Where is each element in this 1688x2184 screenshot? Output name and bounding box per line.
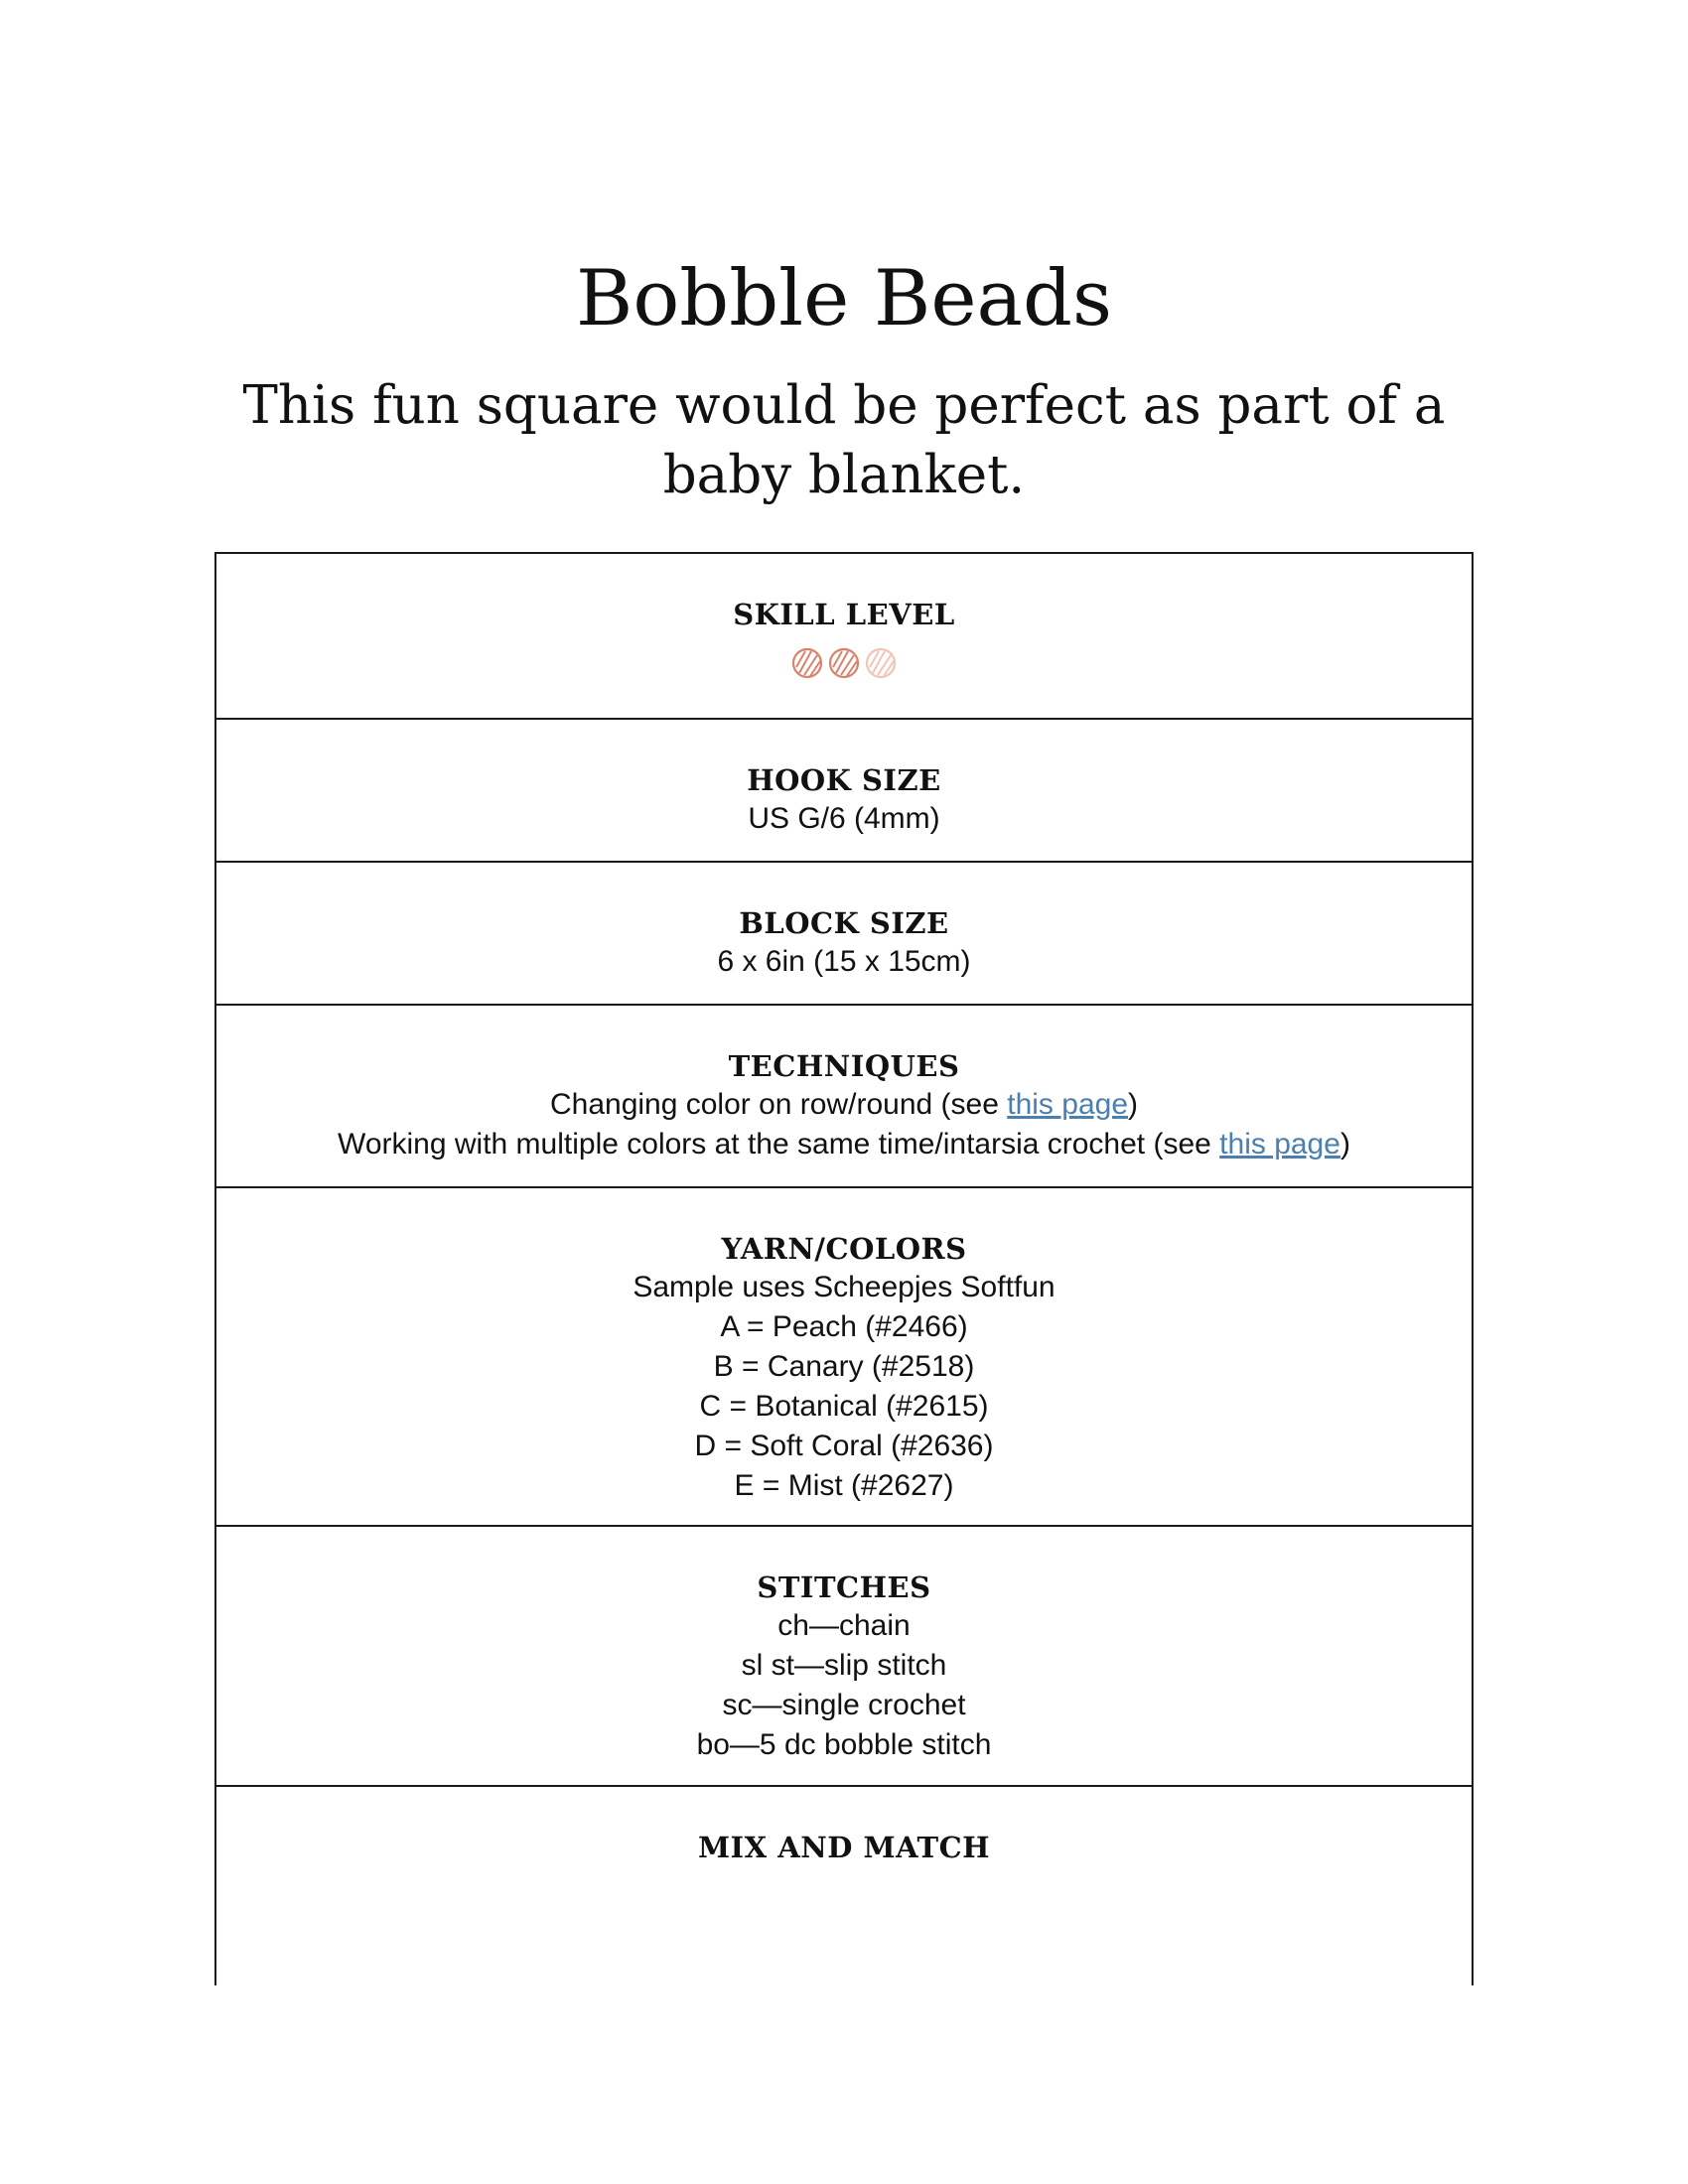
yarn-colors-section <box>216 1188 1472 1527</box>
technique-item <box>216 1125 1472 1164</box>
hook-size-value: US G/6 (4mm) <box>748 802 940 835</box>
technique-item <box>216 1085 1472 1125</box>
mix-and-match-section <box>216 1787 1472 1985</box>
stitches-heading: STITCHES <box>757 1570 931 1604</box>
block-size-value: 6 x 6in (15 x 15cm) <box>717 945 971 978</box>
page-subtitle: This fun square would be perfect as part of a baby blanket. <box>242 375 1446 505</box>
stitch-item: sc—single crochet <box>722 1689 966 1721</box>
pattern-info-table <box>214 552 1474 1985</box>
page-title: Bobble Beads <box>576 254 1112 343</box>
technique-text-end: ) <box>1339 1128 1350 1160</box>
yarn-colors-heading: YARN/COLORS <box>721 1232 967 1266</box>
stitch-item: sl st—slip stitch <box>741 1649 947 1682</box>
stitch-item: bo—5 dc bobble stitch <box>696 1728 992 1761</box>
skill-level-heading: SKILL LEVEL <box>733 598 955 631</box>
technique-text-end: ) <box>1128 1088 1139 1121</box>
yarn-color-item: A = Peach (#2466) <box>720 1310 968 1343</box>
block-size-section <box>216 863 1472 1006</box>
yarn-color-item: B = Canary (#2518) <box>713 1350 975 1383</box>
technique-text: Changing color on row/round (see <box>549 1088 1008 1121</box>
yarn-intro: Sample uses Scheepjes Softfun <box>633 1271 1055 1303</box>
yarn-color-item: C = Botanical (#2615) <box>699 1390 989 1423</box>
this-page-link[interactable]: this page <box>1219 1128 1340 1160</box>
skill-level-rating <box>216 647 1472 679</box>
yarn-color-item: D = Soft Coral (#2636) <box>694 1430 994 1462</box>
yarn-ball-icon <box>791 647 823 679</box>
hook-size-section <box>216 720 1472 863</box>
yarn-ball-empty-icon <box>865 647 897 679</box>
techniques-heading: TECHNIQUES <box>728 1049 960 1083</box>
block-size-heading: BLOCK SIZE <box>739 906 949 940</box>
stitch-item: ch—chain <box>777 1609 911 1642</box>
hook-size-heading: HOOK SIZE <box>747 763 941 797</box>
yarn-ball-icon <box>828 647 860 679</box>
mix-and-match-heading: MIX AND MATCH <box>697 1831 991 1864</box>
techniques-section <box>216 1006 1472 1188</box>
skill-level-section <box>216 554 1472 720</box>
technique-text: Working with multiple colors at the same time/intarsia crochet (see <box>338 1128 1220 1160</box>
stitches-section <box>216 1527 1472 1787</box>
yarn-color-item: E = Mist (#2627) <box>734 1469 954 1502</box>
this-page-link[interactable]: this page <box>1007 1088 1129 1121</box>
